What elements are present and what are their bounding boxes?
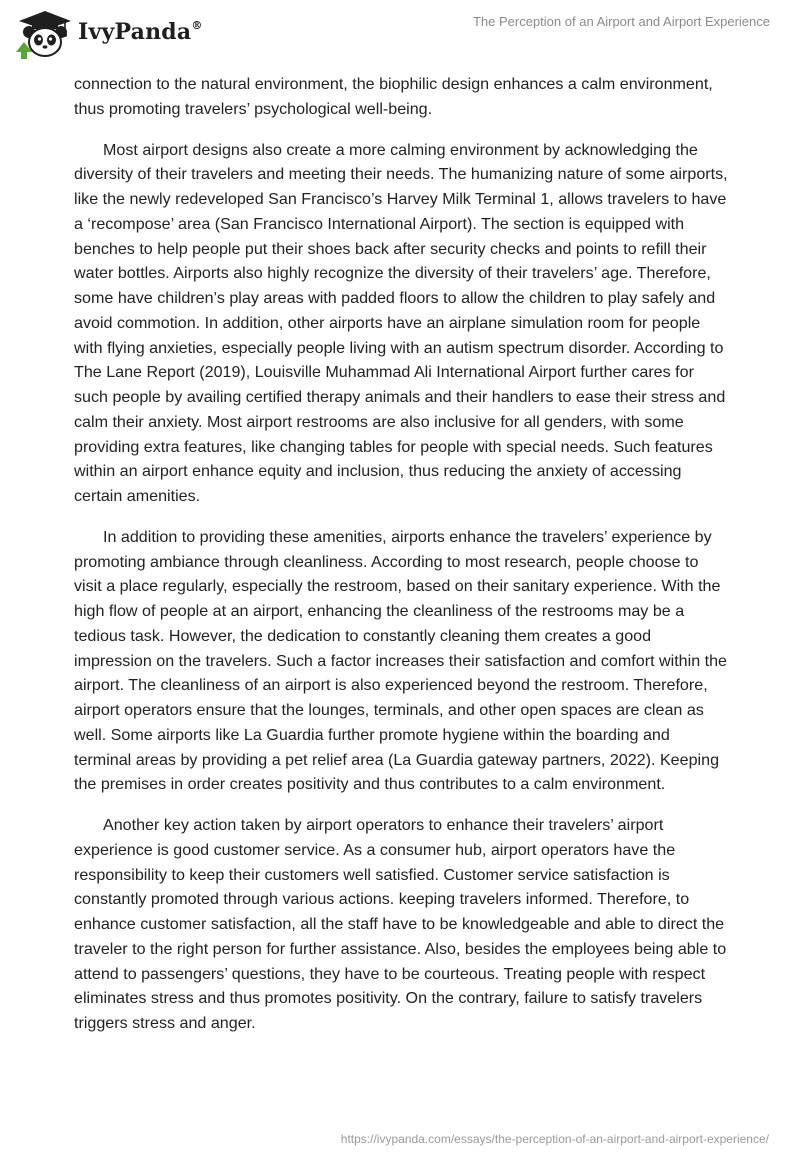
paragraph-cleanliness: In addition to providing these amenities, airports enhance the travelers’ experience by promoting ambiance through cleanliness. According to most research, people choose to visit a place regularly, especially the restroom, based on their sanitary experience. With the high flow of people at an airport, enhancing the cleanliness of the restrooms may be a tedious task. However, the dedication to constantly cleaning them creates a good impression on the travelers. Such a factor increases their satisfaction and comfort within the airport. The cleanliness of an airport is also experienced beyond the restroom. Therefore, airport operators ensure that the lounges, terminals, and other open spaces are clean as well. Some airports like La Guardia further promote hygiene within the boarding and terminal areas by providing a pet relief area (La Guardia gateway partners, 2022). Keeping the premises in order creates positivity and thus contributes to a calm environment.: [74, 527, 727, 794]
paragraph-continued: connection to the natural environment, the biophilic design enhances a calm environment, thus promoting travelers’ psychological well-being.: [74, 75, 713, 118]
paragraph-diversity: Most airport designs also create a more calming environment by acknowledging the diversity of their travelers and meeting their needs. The humanizing nature of some airports, like the newly redeveloped San Francisco’s Harvey Milk Terminal 1, allows travelers to have a ‘recompose’ area (San Francisco International Airport). The section is equipped with benches to help people put their shoes back after security checks and points to refill their water bottles. Airports also highly recognize the diversity of their travelers’ age. Therefore, some have children’s play areas with padded floors to allow the children to play safely and avoid commotion. In addition, other airports have an airplane simulation room for people with flying anxieties, especially people living with an autism spectrum disorder. According to The Lane Report (2019), Louisville Muhammad Ali International Airport further cares for such people by availing certified therapy animals and their handlers to ease their stress and calm their anxiety. Most airport restrooms are also inclusive for all genders, with some providing extra features, like changing tables for people with special needs. Such features within an airport enhance equity and inclusion, thus reducing the anxiety of accessing certain amenities.: [74, 140, 728, 505]
panda-graduate-icon: [14, 8, 76, 60]
document-title: The Perception of an Airport and Airport Experience: [472, 14, 770, 29]
registered-mark: ®: [191, 18, 203, 32]
brand-name-text: IvyPanda: [78, 19, 192, 45]
ivypanda-logo[interactable]: [14, 8, 214, 58]
essay-body: [74, 72, 729, 1052]
page-header: [0, 0, 800, 70]
brand-name: [78, 19, 203, 45]
paragraph-customer-service: Another key action taken by airport operators to enhance their travelers’ airport experience is good customer service. As a consumer hub, airport operators have the responsibility to keep their customers well satisfied. Customer service satisfaction is constantly promoted through various actions. keeping travelers informed. Therefore, to enhance customer satisfaction, all the staff have to be knowledgeable and able to direct the traveler to the right person for further assistance. Also, besides the employees being able to attend to passengers’ questions, they have to be courteous. Treating people with respect eliminates stress and thus promotes positivity. On the contrary, failure to satisfy travelers triggers stress and anger.: [74, 816, 727, 1032]
source-url[interactable]: https://ivypanda.com/essays/the-perception-of-an-airport-and-airport-experience/: [340, 1132, 769, 1146]
